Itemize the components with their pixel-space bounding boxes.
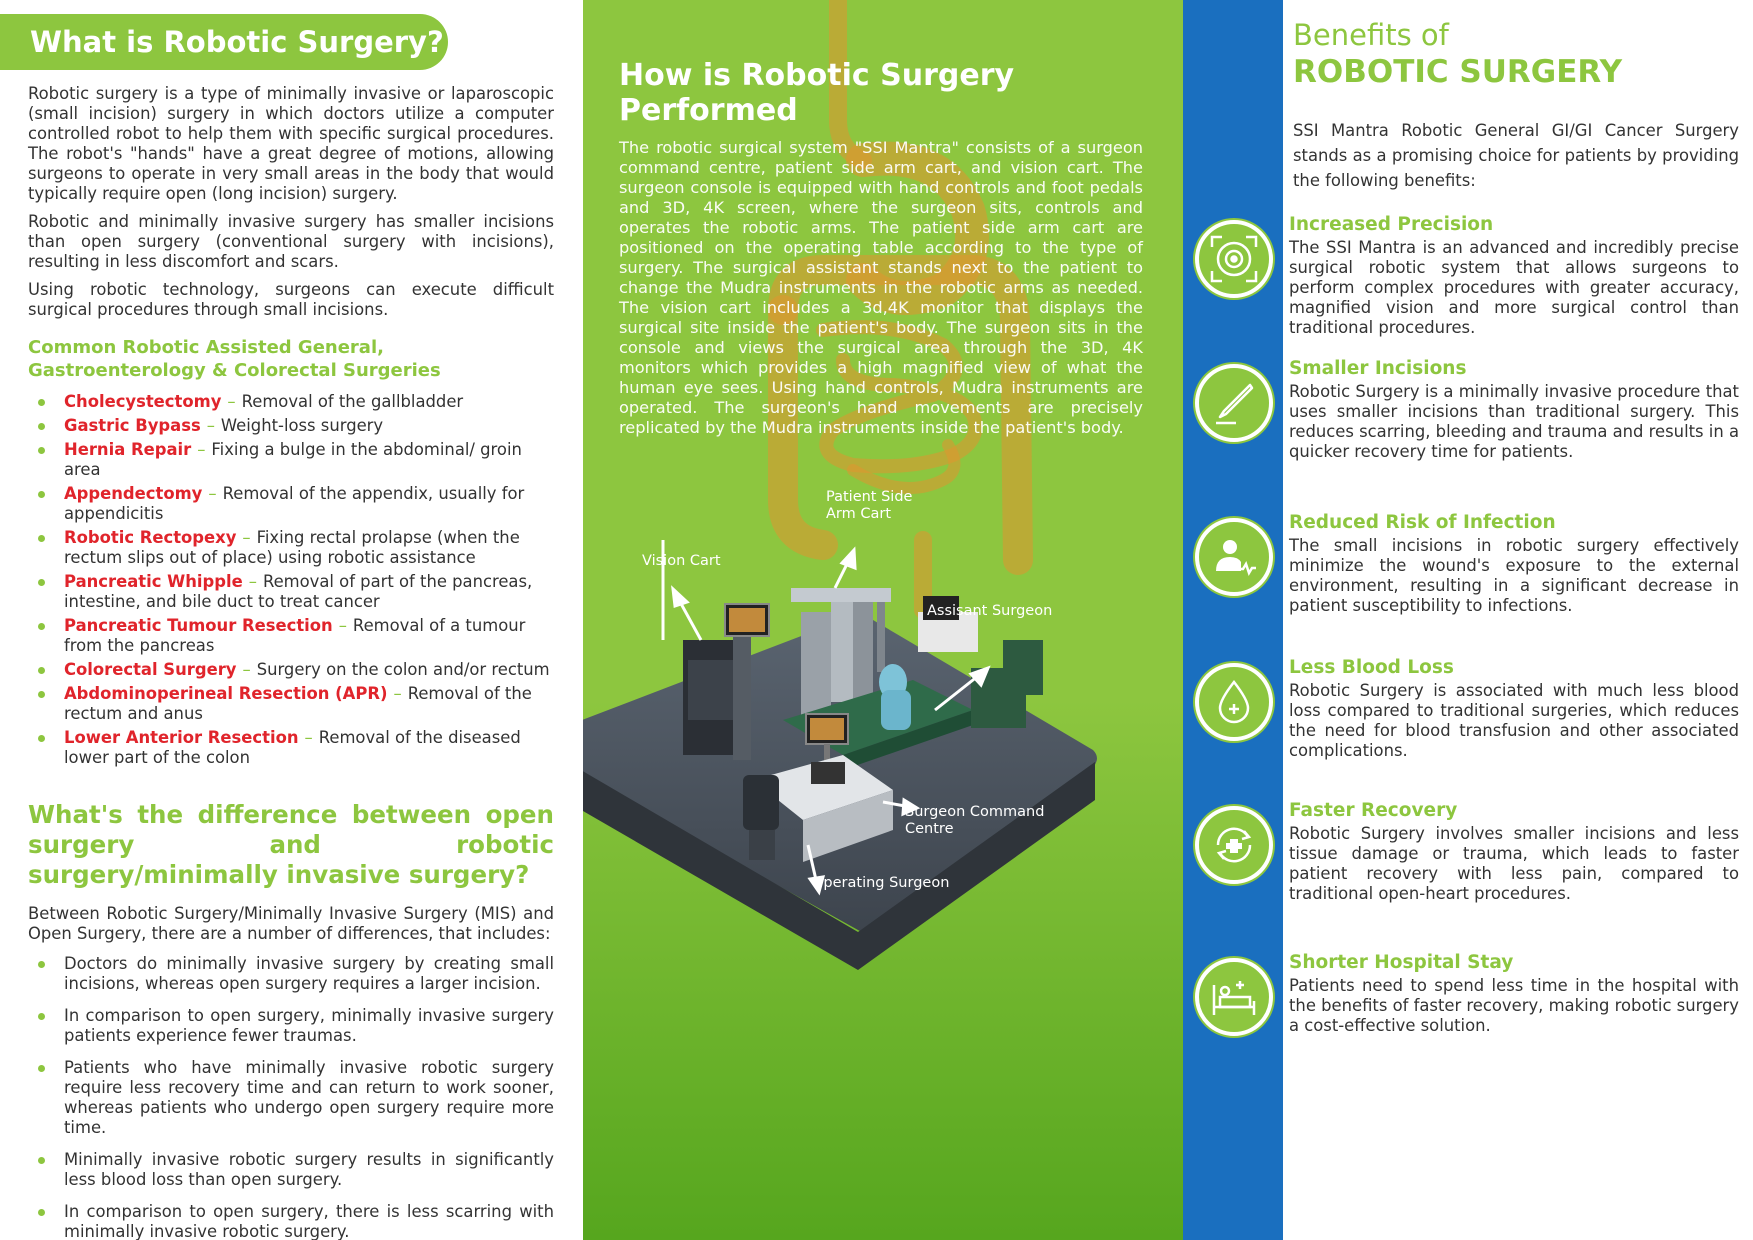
surgery-desc: Removal of the rectum and anus [64,684,532,723]
surgery-name: Gastric Bypass [64,416,201,435]
list-item: In comparison to open surgery, minimally invasive surgery patients experience fewer traumas. [28,1006,554,1046]
blood-drop-icon [1195,663,1273,741]
benefit-text: Robotic Surgery is associated with much less blood loss compared to traditional surgeries, which reduces the need for blood transfusion and other associated complications. [1289,681,1739,760]
benefit-text: The small incisions in robotic surgery effectively minimize the wound's exposure to the external environment, resulting in a significant decrease in patient susceptibility to infections. [1289,536,1739,615]
surgery-name: Hernia Repair [64,440,192,459]
operating-surgeon-label: Operating Surgeon [812,875,950,891]
surgery-desc: Fixing a bulge in the abdominal/ groin area [64,440,522,479]
how-performed-panel [583,0,1183,1240]
dash-separator: – [208,484,217,503]
surgery-desc: Weight-loss surgery [220,416,384,435]
surgery-name: Pancreatic Tumour Resection [64,616,333,635]
list-item [28,728,554,768]
list-item: Doctors do minimally invasive surgery by creating small incisions, whereas open surgery requires a larger incision. [28,954,554,994]
patient-cart-label: Patient Side Arm Cart [826,489,913,522]
list-item [28,660,554,680]
surgery-desc: Removal of the gallbladder [241,392,464,411]
intro-paragraph-1: Robotic surgery is a type of minimally invasive or laparoscopic (small incision) surgery in which doctors utilize a computer controlled robot to help them with specific surgical procedures. The robot's "hands" have a great degree of motions, allowing surgeons to operate in very small areas in the body that would typically require open (long incision) surgery. [28,84,554,203]
surgery-desc: Removal of part of the pancreas, intestine, and bile duct to treat cancer [64,572,533,611]
surgery-name: Appendectomy [64,484,203,503]
hospital-bed-icon [1195,958,1273,1036]
list-item [28,416,554,436]
surgery-name: Robotic Rectopexy [64,528,237,547]
dash-separator: – [242,660,251,679]
list-item [28,440,554,480]
benefit-text: Patients need to spend less time in the hospital with the benefits of faster recovery, making robotic surgery a cost-effective solution. [1289,976,1739,1035]
benefit-title: Reduced Risk of Infection [1289,512,1556,533]
common-surgeries-heading: Common Robotic Assisted General, Gastroenterology & Colorectal Surgeries [28,337,441,381]
benefit-title: Smaller Incisions [1289,358,1467,379]
surgery-name: Colorectal Surgery [64,660,237,679]
dash-separator: – [338,616,347,635]
dash-separator: – [227,392,236,411]
benefits-intro: SSI Mantra Robotic General GI/GI Cancer Surgery stands as a promising choice for patients by providing the following benefits: [1293,121,1739,190]
benefit-title: Shorter Hospital Stay [1289,952,1514,973]
surgery-desc: Removal of the appendix, usually for appendicitis [64,484,525,523]
surgery-name: Pancreatic Whipple [64,572,243,591]
dash-separator: – [242,528,251,547]
dash-separator: – [393,684,402,703]
intro-paragraph-2: Robotic and minimally invasive surgery has smaller incisions than open surgery (conventional surgery with incisions), resulting in less discomfort and scars. [28,212,554,271]
how-performed-body: The robotic surgical system "SSI Mantra" consists of a surgeon command centre, patient side arm cart, and vision cart. The surgeon console is equipped with hand controls and foot pedals and 3D, 4K screen, where the surgeon sits, controls and operates the robotic arms. The patient side arm cart are positioned on the operating table according to the type of surgery. The surgical assistant stands next to the patient to change the Mudra instruments in the robotic arms as needed. The vision cart includes a 3d,4K monitor that displays the surgical site inside the patient's body. The surgeon sits in the console and views the surgical area through the 3D, 4K monitors which provides a high magnified view of what the human eye sees. Using hand controls, Mudra instruments are operated. The surgeon's hand movements are precisely replicated by the Mudra instruments inside the patient's body. [619,138,1143,437]
benefit-title: Increased Precision [1289,214,1494,235]
benefits-title-line2: ROBOTIC SURGERY [1293,54,1623,90]
how-performed-title: How is Robotic Surgery Performed [619,58,1015,128]
list-item: In comparison to open surgery, there is less scarring with minimally invasive robotic surgery. [28,1202,554,1240]
benefit-text: Robotic Surgery is a minimally invasive procedure that uses smaller incisions than traditional surgery. This reduces scarring, bleeding and trauma and results in a quicker recovery time for patients. [1289,382,1739,461]
list-item [28,684,554,724]
recovery-icon [1195,806,1273,884]
list-item [28,616,554,656]
intro-paragraph-3: Using robotic technology, surgeons can execute difficult surgical procedures through small incisions. [28,280,554,319]
what-is-title: What is Robotic Surgery? [0,14,448,70]
difference-heading: What's the difference between open surgery and robotic surgery/minimally invasive surgery? [28,800,554,889]
scalpel-icon [1195,364,1273,442]
surgery-desc: Fixing rectal prolapse (when the rectum slips out of place) using robotic assistance [64,528,520,567]
benefits-title-line1: Benefits of [1293,18,1449,52]
surgery-name: Lower Anterior Resection [64,728,299,747]
assistant-surgeon-label: Assisant Surgeon [927,603,1053,619]
dash-separator: – [248,572,257,591]
benefit-title: Faster Recovery [1289,800,1458,821]
list-item [28,528,554,568]
benefit-text: Robotic Surgery involves smaller incisions and less tissue damage or trauma, which leads to faster patient recovery with less pain, compared to traditional open-heart procedures. [1289,824,1739,903]
blue-strip [1183,0,1283,1240]
difference-list [28,954,554,1240]
list-item: Minimally invasive robotic surgery results in significantly less blood loss than open surgery. [28,1150,554,1190]
surgery-list [28,392,554,768]
surgery-desc: Surgery on the colon and/or rectum [256,660,550,679]
list-item [28,572,554,612]
dash-separator: – [304,728,313,747]
surgeon-command-label: Surgeon Command Centre [905,804,1045,837]
list-item [28,484,554,524]
dash-separator: – [197,440,206,459]
benefit-text: The SSI Mantra is an advanced and incredibly precise surgical robotic system that allows surgeons to perform complex procedures with greater accuracy, magnified vision and more surgical control than traditional procedures. [1289,238,1739,337]
target-icon [1195,220,1273,298]
dash-separator: – [206,416,215,435]
benefit-title: Less Blood Loss [1289,657,1454,678]
surgery-name: Abdominoperineal Resection (APR) [64,684,388,703]
what-is-robotic-surgery-panel [0,0,583,1240]
list-item: Patients who have minimally invasive robotic surgery require less recovery time and can return to work sooner, whereas patients who undergo open surgery require more time. [28,1058,554,1138]
benefits-panel [1183,0,1753,1240]
vision-cart-label: Vision Cart [642,553,721,569]
surgery-desc: Removal of a tumour from the pancreas [64,616,526,655]
surgery-name: Cholecystectomy [64,392,222,411]
list-item [28,392,554,412]
patient-health-icon [1195,518,1273,596]
surgery-desc: Removal of the diseased lower part of the colon [64,728,521,767]
difference-intro: Between Robotic Surgery/Minimally Invasive Surgery (MIS) and Open Surgery, there are a number of differences, that includes: [28,904,554,943]
left-content [28,84,554,1240]
